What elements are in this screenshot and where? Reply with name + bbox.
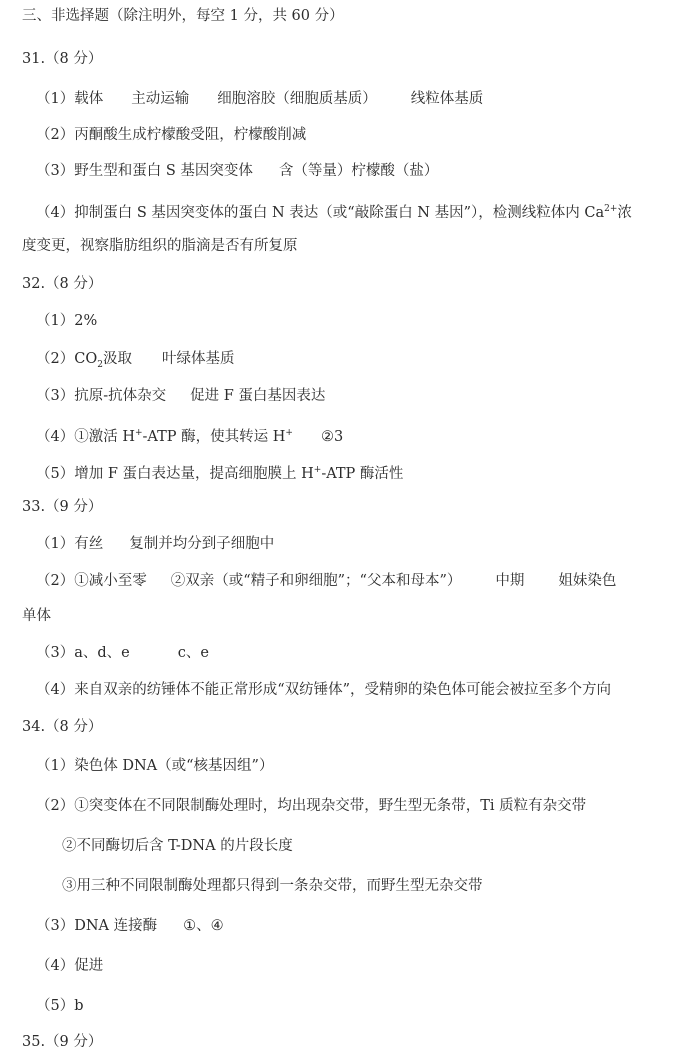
- question-33-number: 33.（9 分）: [22, 499, 103, 515]
- q32-answer-5: [36, 460, 678, 484]
- q31-answer-3: [36, 161, 678, 181]
- question-32-number: 32.（8 分）: [22, 276, 103, 292]
- q32-4-sup1: +: [134, 428, 143, 438]
- q31-1-a: （1）载体: [36, 91, 104, 107]
- q31-4-sup: 2+: [604, 204, 618, 214]
- q34-answer-5: （5）b: [36, 998, 84, 1014]
- q31-1-d: 线粒体基质: [410, 91, 484, 107]
- q32-answer-3: [36, 386, 678, 406]
- q32-3-a: （3）抗原-抗体杂交: [36, 388, 167, 404]
- q31-1-b: 主动运输: [131, 91, 190, 107]
- q32-2-sub: 2: [97, 359, 103, 370]
- q33-answer-3: [36, 643, 678, 663]
- q32-4-sup2: +: [285, 428, 293, 438]
- q32-4-a: （4）①激活 H: [36, 428, 135, 445]
- q33-2-a: （2）①减小至零: [36, 573, 147, 589]
- q34-answer-2-ii: ②不同酶切后含 T-DNA 的片段长度: [62, 838, 293, 854]
- q31-answer-4-continued: 度变更，视察脂肪组织的脂滴是否有所复原: [22, 238, 298, 254]
- q31-3-b: 含（等量）柠檬酸（盐）: [278, 163, 439, 179]
- q33-answer-2: [36, 571, 678, 591]
- q32-5-b: -ATP 酶活性: [321, 465, 404, 482]
- q33-3-a: （3）a、d、e: [36, 645, 130, 661]
- q32-answer-4: [36, 423, 678, 447]
- q31-1-c: 细胞溶胶（细胞质基质）: [217, 91, 377, 107]
- q32-2-b: 汲取: [102, 351, 132, 367]
- q33-1-b: 复制并均分到子细胞中: [129, 536, 275, 552]
- q33-answer-2-continued: 单体: [22, 608, 51, 624]
- q34-3-b: ①、④: [183, 918, 224, 934]
- q31-answer-1: [36, 89, 678, 109]
- question-34-number: 34.（8 分）: [22, 719, 103, 735]
- q34-answer-2-iii: ③用三种不同限制酶处理都只得到一条杂交带，而野生型无杂交带: [62, 878, 483, 894]
- q31-3-a: （3）野生型和蛋白 S 基因突变体: [36, 163, 253, 179]
- q34-answer-1: （1）染色体 DNA（或“核基因组”）: [36, 758, 274, 774]
- q33-3-b: c、e: [177, 645, 209, 661]
- q31-answer-4: [36, 199, 678, 223]
- q31-answer-2: （2）丙酮酸生成柠檬酸受阻，柠檬酸削减: [36, 127, 307, 143]
- q33-2-c: 中期: [495, 573, 525, 589]
- q32-5-a: （5）增加 F 蛋白表达量，提高细胞膜上 H: [36, 465, 314, 482]
- question-35-number: 35.（9 分）: [22, 1034, 103, 1050]
- q32-4-b: -ATP 酶，使其转运 H: [142, 428, 286, 445]
- q34-answer-3: [36, 916, 678, 936]
- section-title: 三、非选择题（除注明外，每空 1 分，共 60 分）: [22, 8, 344, 24]
- q31-4-text: （4）抑制蛋白 S 基因突变体的蛋白 N 表达（或“敲除蛋白 N 基因”），检测线粒体内 Ca: [36, 204, 605, 221]
- q33-answer-4: （4）来自双亲的纺锤体不能正常形成“双纺锤体”，受精卵的染色体可能会被拉至多个方向: [36, 682, 612, 698]
- question-31-number: 31.（8 分）: [22, 51, 103, 67]
- q32-2-a: （2）CO: [36, 351, 98, 367]
- q34-answer-2: （2）①突变体在不同限制酶处理时，均出现杂交带，野生型无条带，Ti 质粒有杂交带: [36, 798, 587, 814]
- q32-answer-2: [36, 349, 678, 375]
- q32-4-c: ②3: [320, 428, 344, 445]
- q33-1-a: （1）有丝: [36, 536, 104, 552]
- q34-3-a: （3）DNA 连接酶: [36, 918, 158, 934]
- q33-2-d: 姐妹染色: [558, 573, 617, 589]
- q33-answer-1: [36, 534, 678, 554]
- q32-2-c: 叶绿体基质: [161, 351, 235, 367]
- q32-5-sup: +: [313, 465, 322, 475]
- q31-4-end: 浓: [617, 204, 632, 221]
- q32-answer-1: （1）2%: [36, 313, 98, 329]
- q33-2-b: ②双亲（或“精子和卵细胞”；“父本和母本”）: [170, 573, 462, 589]
- q32-3-b: 促进 F 蛋白基因表达: [190, 388, 326, 404]
- q34-answer-4: （4）促进: [36, 958, 104, 974]
